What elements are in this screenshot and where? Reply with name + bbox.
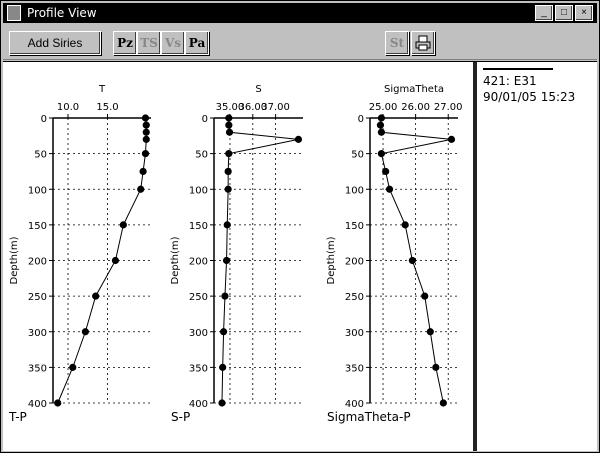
close-button[interactable]: × [575,5,593,21]
data-point [432,364,439,371]
vs-button[interactable]: Vs [161,31,185,55]
toolbar [3,25,597,60]
plot-title: SigmaTheta [384,84,444,95]
data-point [225,186,232,193]
data-point [139,168,146,175]
station-datetime: 90/01/05 15:23 [483,90,576,104]
data-point [409,257,416,264]
app-icon [7,5,21,21]
data-point [225,114,232,121]
data-point [92,293,99,300]
series-line [58,118,147,403]
y-tick-label: 100 [27,185,47,197]
data-point [378,129,385,136]
plot-label-s-p: S-P [171,410,191,424]
client-area [3,61,597,451]
data-point [440,399,447,406]
y-tick-label: 250 [344,292,364,304]
data-point [295,136,302,143]
data-point [226,129,233,136]
y-tick-label: 0 [201,114,208,125]
data-point [142,150,149,157]
data-point [137,186,144,193]
data-point [377,122,384,129]
x-tick-label: 25.00 [368,102,398,113]
y-tick-label: 150 [27,220,47,232]
y-axis-label: Depth(m) [170,236,181,285]
plot-label-sigmatheta-p: SigmaTheta-P [327,410,411,424]
maximize-button[interactable]: □ [555,5,573,21]
stats-button[interactable]: St [385,31,409,55]
y-tick-label: 200 [27,256,47,268]
y-tick-label: 350 [188,363,208,375]
data-point [386,186,393,193]
y-tick-label: 350 [344,363,364,375]
data-point [221,293,228,300]
x-tick-label: 26.00 [401,102,430,113]
y-tick-label: 0 [357,114,364,125]
pa-button[interactable]: Pa [185,31,209,55]
data-point [448,136,455,143]
data-point [427,328,434,335]
x-tick-label: 36.00 [238,102,268,113]
title-bar[interactable] [3,3,597,23]
data-point [378,114,385,121]
y-tick-label: 50 [34,149,47,161]
depth-profile-pz-button[interactable]: Pz [113,31,137,55]
plot-title: T [98,84,106,95]
y-tick-label: 100 [344,185,364,197]
y-tick-label: 400 [188,399,208,410]
y-tick-label: 300 [27,327,47,339]
printer-icon[interactable] [411,31,435,55]
data-point [142,114,149,121]
window-controls [535,5,593,21]
station-id: 421: E31 [483,74,537,88]
data-point [54,399,61,406]
y-tick-label: 150 [188,220,208,232]
data-point [225,150,232,157]
y-tick-label: 0 [40,114,47,125]
y-tick-label: 350 [27,363,47,375]
data-point [220,328,227,335]
ts-diagram-button[interactable]: TS [137,31,161,55]
data-point [224,221,231,228]
y-tick-label: 50 [195,149,208,161]
plot-title: S [255,84,262,95]
data-point [421,293,428,300]
data-point [219,364,226,371]
data-point [143,122,150,129]
profile-plots [3,62,473,451]
y-tick-label: 250 [27,292,47,304]
x-tick-label: 37.00 [261,102,290,113]
data-point [225,122,232,129]
x-tick-label: 10.0 [56,102,80,113]
y-tick-label: 50 [351,149,364,161]
y-tick-label: 300 [344,327,364,339]
data-point [143,129,150,136]
data-point [402,221,409,228]
y-tick-label: 400 [27,399,47,410]
x-tick-label: 15.0 [96,102,119,113]
plot-label-t-p: T-P [9,410,27,424]
x-tick-label: 27.00 [433,102,463,113]
info-rule [483,68,553,70]
y-tick-label: 250 [188,292,208,304]
minimize-button[interactable]: _ [535,5,553,21]
window-title: Profile View [27,6,97,20]
data-point [69,364,76,371]
y-tick-label: 300 [188,327,208,339]
x-tick-label: 35.00 [215,102,245,113]
y-tick-label: 150 [344,220,364,232]
data-point [143,136,150,143]
y-tick-label: 100 [188,185,208,197]
y-axis-label: Depth(m) [326,236,337,285]
data-point [378,150,385,157]
data-point [218,399,225,406]
plots-panel [3,62,473,451]
y-tick-label: 200 [344,256,364,268]
data-point [120,221,127,228]
data-point [223,257,230,264]
station-info-panel [477,62,597,451]
y-axis-label: Depth(m) [9,236,20,285]
data-point [382,168,389,175]
add-series-button[interactable]: Add Siries [9,31,101,55]
data-point [225,168,232,175]
y-tick-label: 400 [344,399,364,410]
data-point [82,328,89,335]
data-point [112,257,119,264]
y-tick-label: 200 [188,256,208,268]
